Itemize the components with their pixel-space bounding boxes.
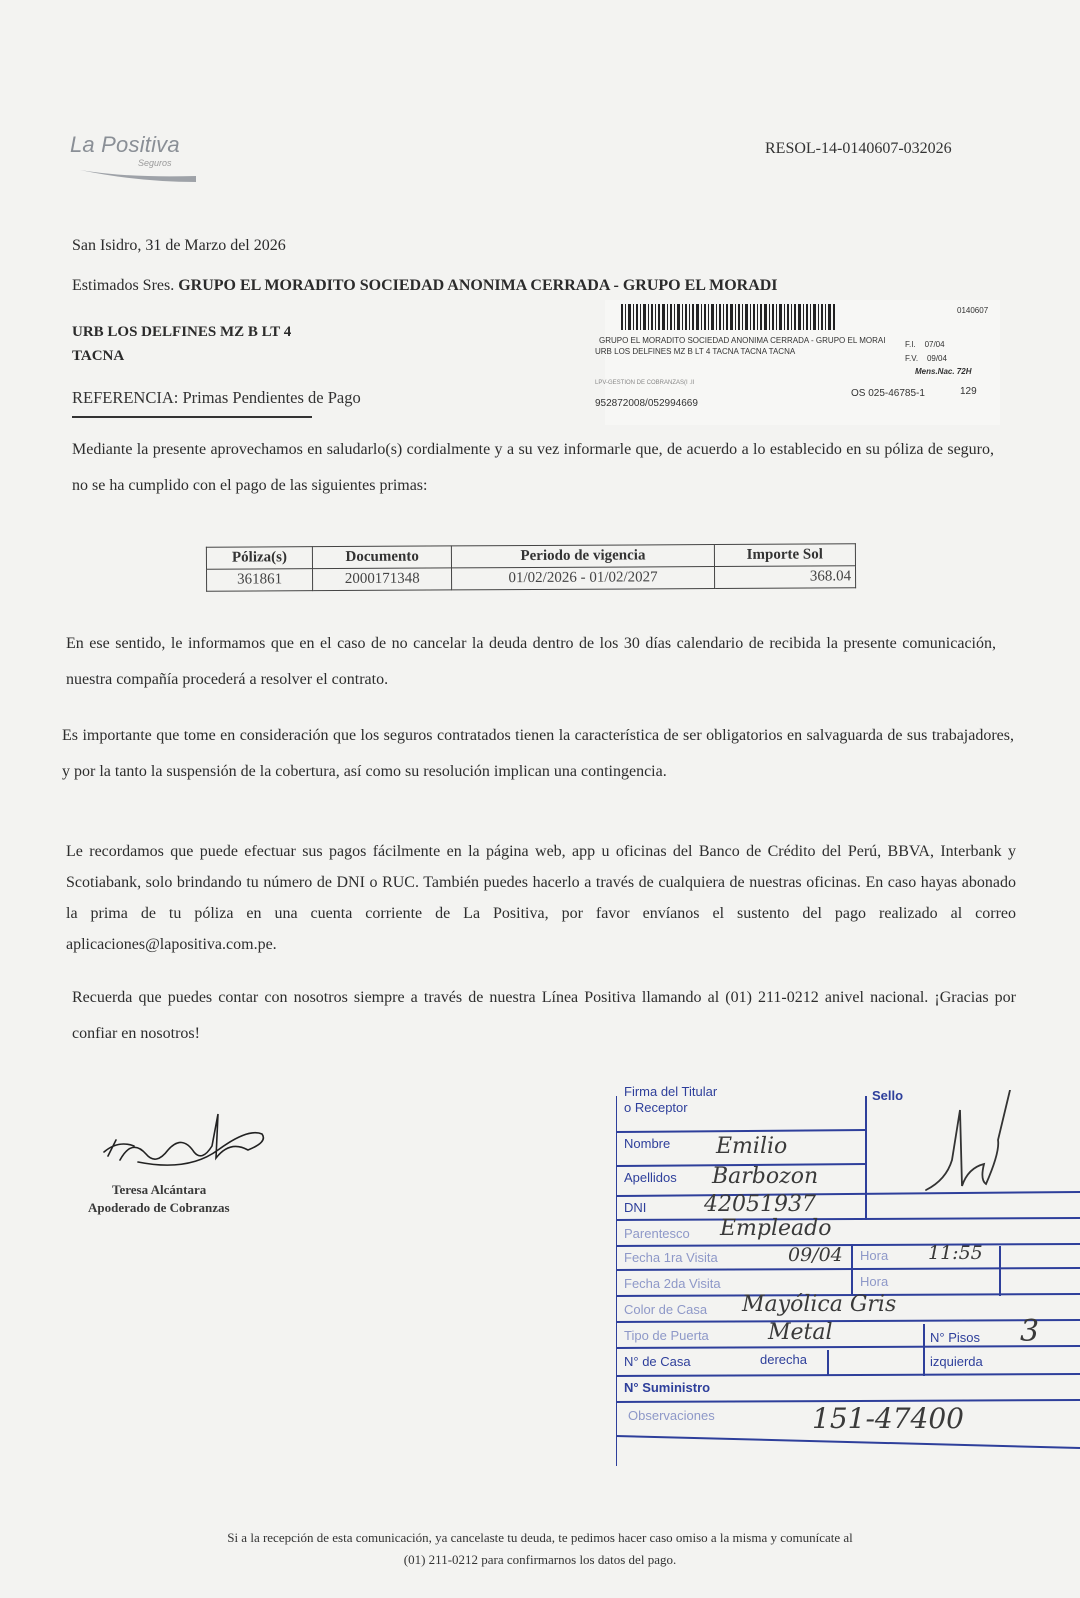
label-mens: Mens.Nac. 72H: [915, 367, 972, 376]
receiver-signature: [906, 1090, 1026, 1210]
pending-premiums-table: [206, 543, 856, 591]
logo-sub: Seguros: [138, 158, 172, 168]
label-code: 0140607: [957, 306, 989, 315]
stamp-firma-label: Firma del Titular: [624, 1084, 718, 1099]
hora1-label: Hora: [860, 1248, 889, 1263]
label-os: OS 025-46785-1: [851, 388, 925, 399]
column-header: Importe Sol: [714, 544, 855, 567]
label-fv: F.V. 09/04: [905, 354, 947, 363]
paragraph-intro: Mediante la presente aprovechamos en saludarlo(s) cordialmente y a su vez informarle que, de acuerdo a lo establecido en su póliza de seguro, no se ha cumplido con el pago de las siguientes primas:: [72, 441, 994, 494]
label-address: URB LOS DELFINES MZ B LT 4 TACNA TACNA TACNA: [595, 347, 796, 356]
puerta-value: Metal: [768, 1320, 833, 1345]
apellidos-label: Apellidos: [624, 1170, 677, 1185]
parentesco-value: Empleado: [720, 1216, 832, 1241]
address-line-2: TACNA: [72, 348, 125, 364]
company-logo: [70, 132, 200, 190]
hora1-value: 11:55: [928, 1242, 983, 1264]
signatory-role: Apoderado de Cobranzas: [88, 1200, 230, 1215]
period-cell: 01/02/2026 - 01/02/2027: [452, 567, 714, 590]
label-os-number: 129: [960, 386, 977, 397]
mailing-label: [595, 300, 1000, 425]
observaciones-value: 151-47400: [812, 1402, 964, 1435]
paragraph-payment: Le recordamos que puede efectuar sus pagos fácilmente en la página web, app u oficinas del Banco de Crédito del Perú, BBVA, Interbank y Scotiabank, solo brindando tu número de DNI o RUC. También puedes hacerlo a través de cualquiera de nuestras oficinas. En caso hayas abonado la prima de tu póliza en una cuenta corriente de La Positiva, por favor envíanos el sustento del pago realizado al correo aplicaciones@lapositiva.com.pe.: [66, 843, 1016, 953]
logo-name: La Positiva: [70, 132, 180, 157]
column-header: Póliza(s): [206, 547, 312, 570]
barcode-icon: [621, 302, 841, 332]
label-dept: LPV-GESTION DE COBRANZAS(I .II: [595, 380, 695, 386]
color-value: Mayólica Gris: [742, 1292, 897, 1317]
footer-line-1: Si a la recepción de esta comunicación, ya cancelaste tu deuda, te pedimos hacer caso omiso a la misma y comunícate al: [227, 1530, 853, 1545]
paragraph-contact: Recuerda que puedes contar con nosotros siempre a través de nuestra Línea Positiva llamando al (01) 211-0212 anivel nacional. ¡Gracias por confiar en nosotros!: [72, 989, 1016, 1042]
fecha2-label: Fecha 2da Visita: [624, 1276, 721, 1291]
label-name: GRUPO EL MORADITO SOCIEDAD ANONIMA CERRADA - GRUPO EL MORAI: [599, 336, 886, 345]
column-header: Documento: [312, 546, 451, 569]
date-line: San Isidro, 31 de Marzo del 2026: [72, 237, 286, 254]
greeting-prefix: Estimados Sres.: [72, 277, 175, 294]
parentesco-label: Parentesco: [624, 1226, 690, 1241]
resolution-code: RESOL-14-0140607-032026: [765, 140, 952, 157]
policy-cell: 361861: [207, 569, 313, 592]
casa-label: N° de Casa: [624, 1354, 691, 1369]
stamp-sello-label: Sello: [872, 1088, 904, 1103]
dni-value: 42051937: [704, 1192, 816, 1217]
pisos-value: 3: [1020, 1314, 1040, 1349]
signatory-name: Teresa Alcántara: [112, 1182, 207, 1197]
fecha1-value: 09/04: [788, 1244, 843, 1266]
paragraph-importance: Es importante que tome en consideración que los seguros contratados tienen la característica de ser obligatorios en salvaguarda de sus trabajadores, y por la tanto la suspensión de la cobertura, así como su resolución implican una contingencia.: [62, 727, 1014, 780]
color-label: Color de Casa: [624, 1302, 708, 1317]
fecha1-label: Fecha 1ra Visita: [624, 1250, 718, 1265]
address-line-1: URB LOS DELFINES MZ B LT 4: [72, 324, 292, 340]
greeting: [72, 277, 778, 295]
dni-label: DNI: [624, 1200, 647, 1215]
column-header: Periodo de vigencia: [452, 545, 714, 568]
recipient-company: GRUPO EL MORADITO SOCIEDAD ANONIMA CERRADA - GRUPO EL MORADI: [178, 277, 778, 294]
footer-line-2: (01) 211-0212 para confirmarnos los datos del pago.: [403, 1552, 677, 1567]
stamp-receptor-label: o Receptor: [624, 1100, 688, 1115]
paragraph-warning: En ese sentido, le informamos que en el caso de no cancelar la deuda dentro de los 30 días calendario de recibida la presente comunicación, nuestra compañía procederá a resolver el contrato.: [66, 635, 996, 688]
izquierda-label: izquierda: [930, 1354, 983, 1369]
delivery-receipt-stamp: [616, 1084, 1080, 1468]
handwritten-signature: [98, 1110, 278, 1180]
puerta-label: Tipo de Puerta: [624, 1328, 709, 1343]
derecha-label: derecha: [760, 1352, 807, 1367]
document-cell: 2000171348: [313, 568, 452, 591]
label-fi: F.I. 07/04: [905, 340, 945, 349]
amount-cell: 368.04: [714, 566, 855, 589]
table-row: [207, 566, 856, 591]
nombre-label: Nombre: [624, 1136, 671, 1151]
reference-underline: [72, 416, 312, 418]
nombre-value: Emilio: [716, 1134, 788, 1159]
reference: REFERENCIA: Primas Pendientes de Pago: [72, 388, 361, 407]
suministro-label: N° Suministro: [624, 1380, 711, 1395]
logo-swoosh-icon: [78, 166, 200, 184]
observaciones-label: Observaciones: [628, 1408, 715, 1423]
apellidos-value: Barbozon: [712, 1164, 819, 1189]
label-tracking: 952872008/052994669: [595, 398, 698, 409]
hora2-label: Hora: [860, 1274, 889, 1289]
pisos-label: N° Pisos: [930, 1330, 980, 1345]
